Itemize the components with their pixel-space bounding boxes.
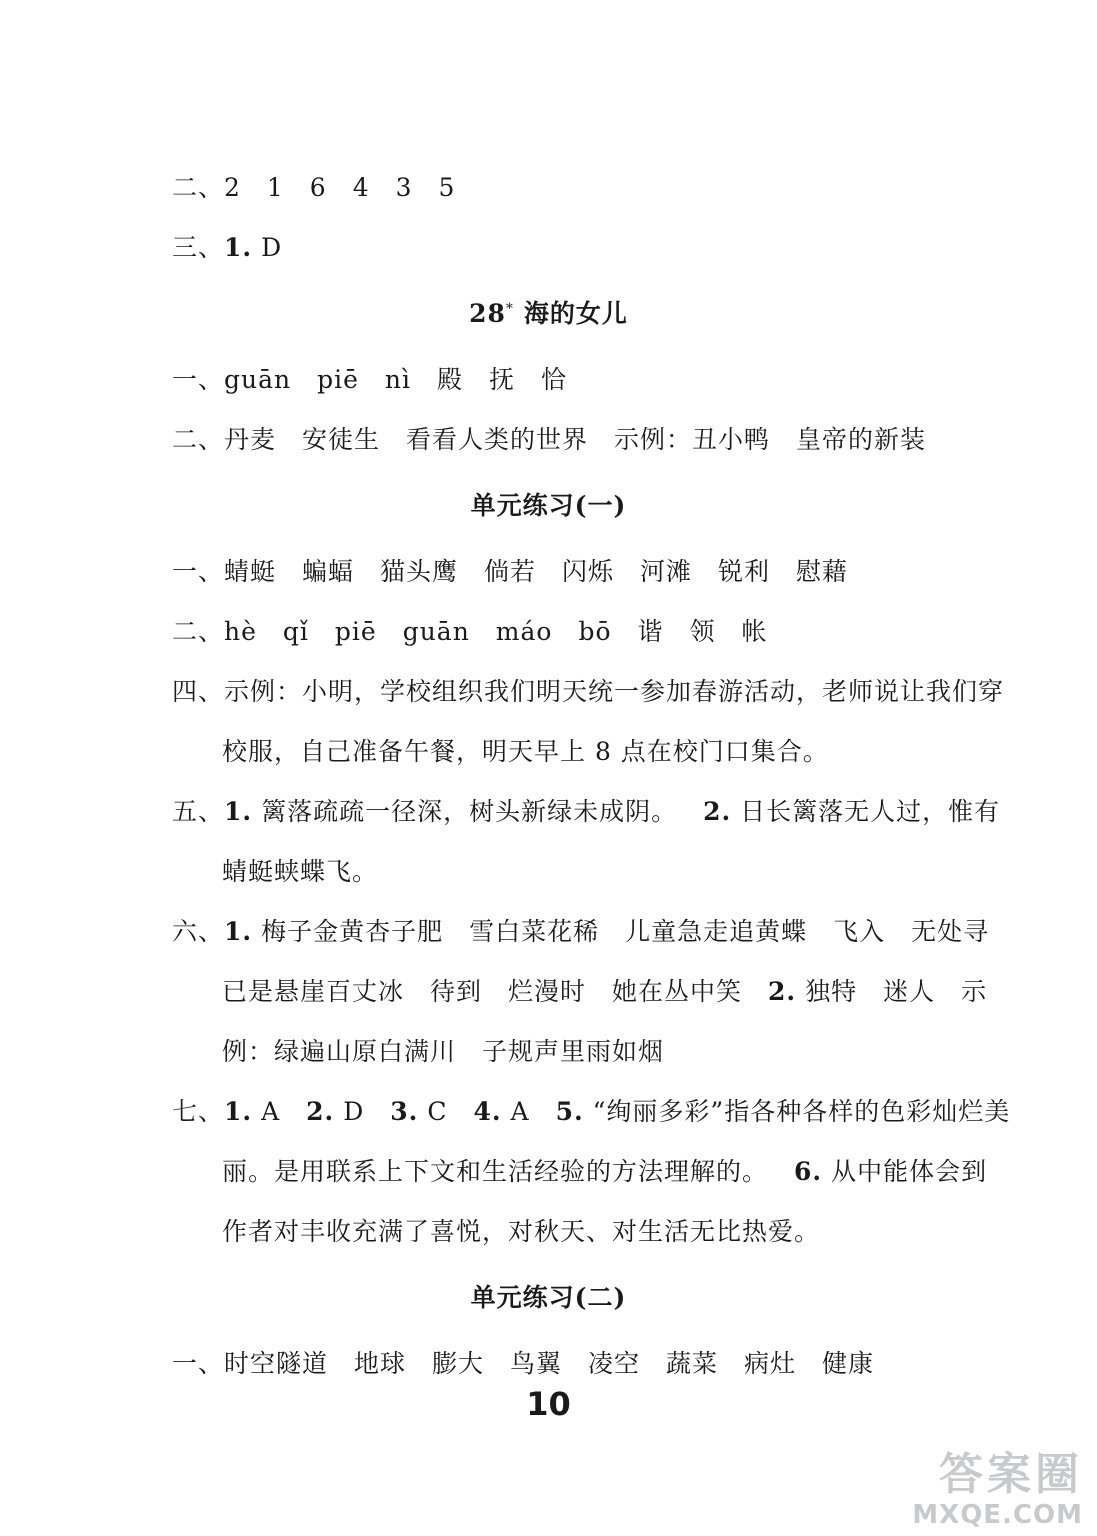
answer-line (222, 972, 987, 1008)
section-title (0, 294, 1097, 330)
watermark-logo-text: 答案圈 (939, 1449, 1083, 1500)
answer-line: 蜻蜓蛱蝶飞。 (222, 857, 379, 886)
answer-line (172, 1092, 1010, 1128)
answer-line: 二、hè qǐ piē guān máo bō 谐 领 帐 (172, 617, 768, 646)
answer-text: 篱落疏疏一径深，树头新绿未成阴。 (261, 797, 678, 826)
answer-text: A (261, 1097, 281, 1126)
item-number: 2. (703, 797, 732, 826)
lesson-mark: * (505, 300, 514, 317)
answer-line: 例：绿遍山原白满川 子规声里雨如烟 (222, 1037, 665, 1066)
item-prefix: 三、 (172, 233, 225, 262)
page-number: 10 (526, 1385, 571, 1423)
item-prefix: 五、 (172, 797, 225, 826)
item-number: 1. (224, 797, 253, 826)
lesson-number: 28 (469, 299, 506, 328)
answer-text: 从中能体会到 (831, 1157, 988, 1186)
answer-text: D (343, 1097, 365, 1126)
answer-line: 二、2 1 6 4 3 5 (172, 173, 456, 202)
item-number: 2. (768, 977, 797, 1006)
answer-line: 二、丹麦 安徒生 看看人类的世界 示例：丑小鸭 皇帝的新装 (172, 425, 927, 454)
item-number: 2. (306, 1097, 335, 1126)
answer-line: 四、示例：小明，学校组织我们明天统一参加春游活动，老师说让我们穿 (172, 677, 1005, 706)
item-number: 5. (555, 1097, 584, 1126)
answer-line (172, 228, 282, 264)
answer-line (172, 912, 989, 948)
answer-line (222, 1152, 987, 1188)
item-number: 1. (224, 233, 253, 262)
answer-line (172, 792, 1000, 828)
answer-line: 一、guān piē nì 殿 抚 恰 (172, 365, 568, 394)
answer-line: 校服，自己准备午餐，明天早上 8 点在校门口集合。 (222, 737, 829, 766)
answer-line: 作者对丰收充满了喜悦，对秋天、对生活无比热爱。 (222, 1217, 821, 1246)
answer-text: 已是悬崖百丈冰 待到 烂漫时 她在丛中笑 (222, 977, 743, 1006)
item-prefix: 六、 (172, 917, 225, 946)
item-number: 1. (224, 1097, 253, 1126)
answer-text: 日长篱落无人过，惟有 (740, 797, 1001, 826)
answer-line: 一、蜻蜓 蝙蝠 猫头鹰 倘若 闪烁 河滩 锐利 慰藉 (172, 557, 849, 586)
answer-text: 独特 迷人 示 (805, 977, 988, 1006)
section-title: 单元练习(一) (470, 491, 627, 520)
answer-text: 丽。是用联系上下文和生活经验的方法理解的。 (222, 1157, 769, 1186)
answer-text: A (510, 1097, 530, 1126)
item-prefix: 七、 (172, 1097, 225, 1126)
item-number: 6. (794, 1157, 823, 1186)
watermark (912, 1450, 1083, 1530)
item-number: 3. (390, 1097, 419, 1126)
answer-text: “绚丽多彩”指各种各样的色彩灿烂美 (592, 1097, 1011, 1126)
answer-line: 一、时空隧道 地球 膨大 鸟翼 凌空 蔬菜 病灶 健康 (172, 1349, 875, 1378)
section-title: 单元练习(二) (470, 1283, 627, 1312)
answer-text: D (261, 233, 283, 262)
answer-text: 梅子金黄杏子肥 雪白菜花稀 儿童急走追黄蝶 飞入 无处寻 (261, 917, 990, 946)
lesson-title: 海的女儿 (523, 299, 628, 328)
item-number: 4. (473, 1097, 502, 1126)
answer-text: C (427, 1097, 448, 1126)
watermark-url: MXQE.COM (912, 1500, 1083, 1530)
item-number: 1. (224, 917, 253, 946)
